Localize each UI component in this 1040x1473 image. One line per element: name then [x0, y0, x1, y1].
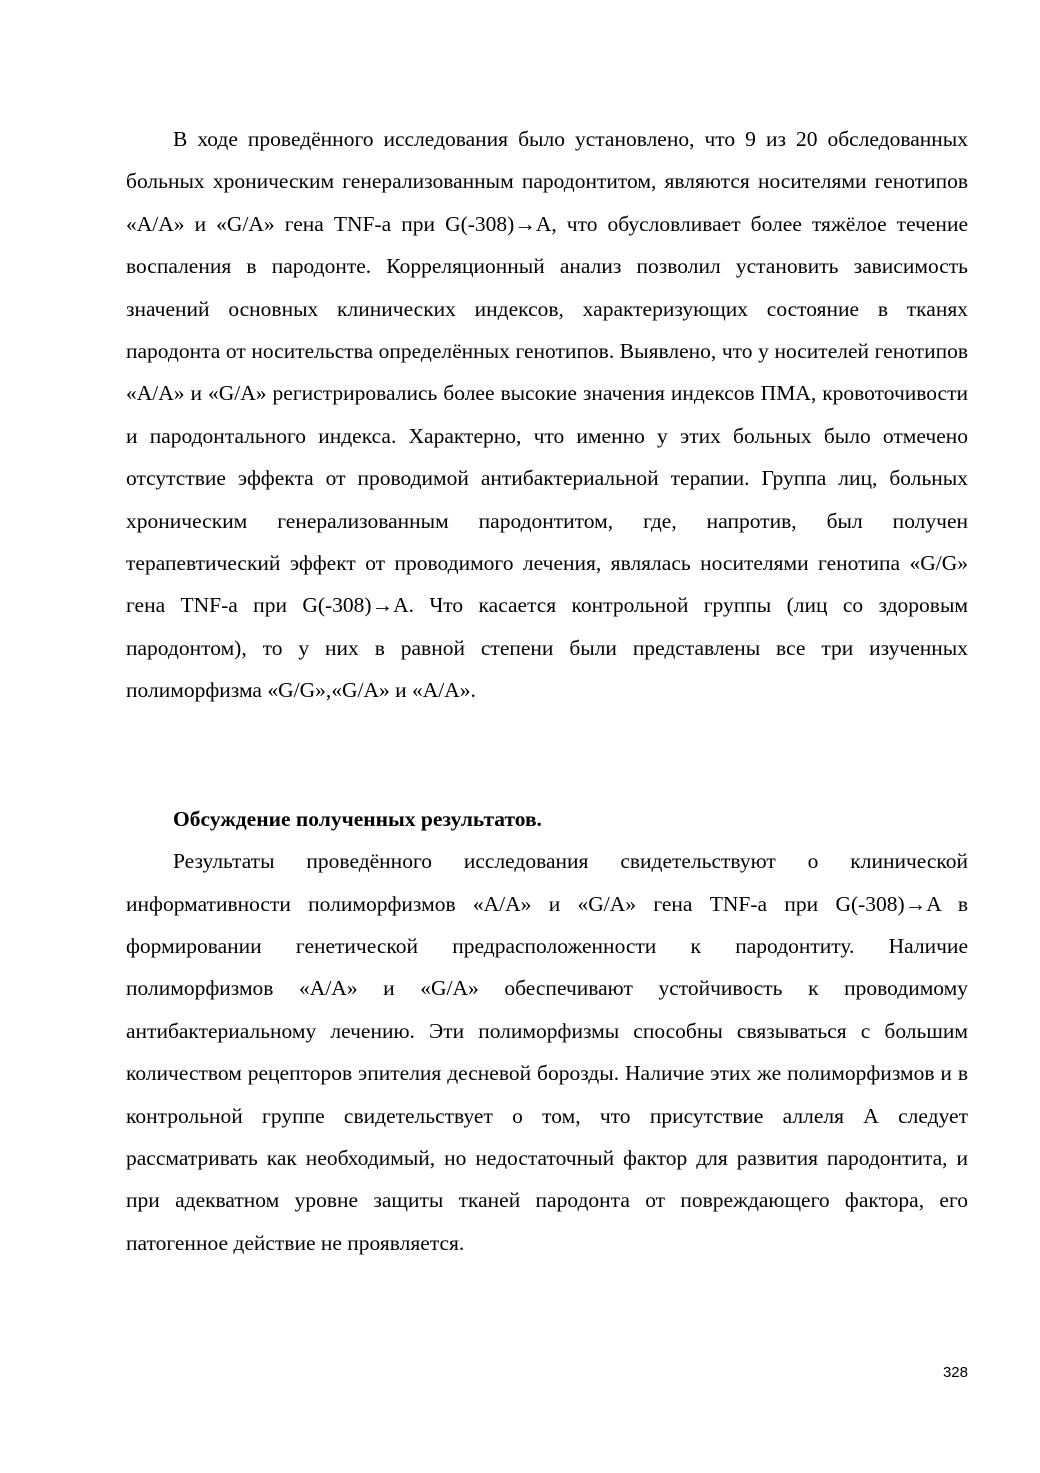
section-heading: Обсуждение полученных результатов.: [173, 806, 542, 831]
page-number: 328: [942, 1364, 968, 1381]
results-paragraph: В ходе проведённого исследования было установлено, что 9 из 20 обследованных больных хроническим генерализованным пародонтитом, являются носителями генотипов «A/A» и «G/A» гена TNF-a при G(-308)→A, что обусловливает более тяжёлое течение воспаления в пародонте. Корреляционный анализ позволил установить зависимость значений основных клинических индексов, характеризующих состояние в тканях пародонта от носительства определённых генотипов. Выявлено, что у носителей генотипов «A/A» и «G/A» регистрировались более высокие значения индексов ПМА, кровоточивости и пародонтального индекса. Характерно, что именно у этих больных было отмечено отсутствие эффекта от проводимой антибактериальной терапии. Группа лиц, больных хроническим генерализованным пародонтитом, где, напротив, был получен терапевтический эффект от проводимого лечения, являлась носителями генотипа «G/G» гена TNF-a при G(-308)→A. Что касается контрольной группы (лиц со здоровым пародонтом), то у них в равной степени были представлены все три изученных полиморфизма «G/G»,«G/A» и «A/A».: [126, 127, 968, 703]
document-page: [126, 118, 968, 1264]
discussion-paragraph: Результаты проведённого исследования свидетельствуют о клинической информативности полиморфизмов «A/A» и «G/A» гена TNF-a при G(-308)→A в формировании генетической предрасположенности к пародонтиту. Наличие полиморфизмов «A/A» и «G/A» обеспечивают устойчивость к проводимому антибактериальному лечению. Эти полиморфизмы способны связываться с большим количеством рецепторов эпителия десневой борозды. Наличие этих же полиморфизмов и в контрольной группе свидетельствует о том, что присутствие аллеля А следует рассматривать как необходимый, но недостаточный фактор для развития пародонтита, и при адекватном уровне защиты тканей пародонта от повреждающего фактора, его патогенное действие не проявляется.: [126, 849, 968, 1255]
